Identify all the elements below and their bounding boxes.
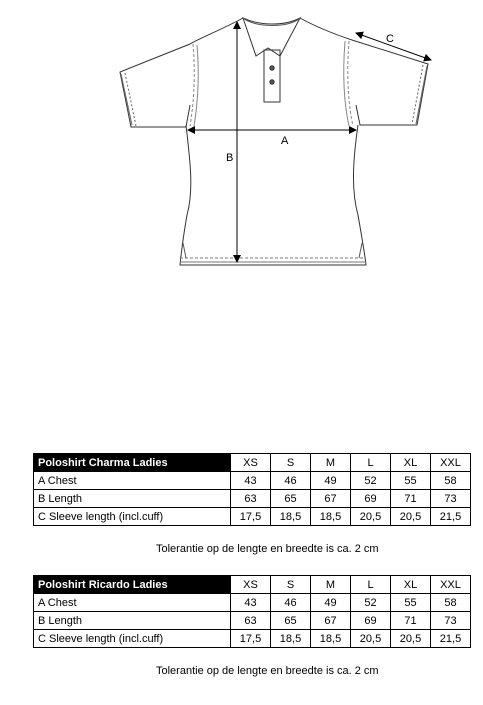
table-cell: 65 [271,612,311,630]
polo-shirt-diagram [0,0,483,300]
row-label: A Chest [34,472,231,490]
table-cell: 55 [391,594,431,612]
size-header: S [271,576,311,594]
table-cell: 52 [351,594,391,612]
table-cell: 18,5 [311,630,351,648]
table-row [34,612,471,630]
size-header: XL [391,454,431,472]
table-header-row [34,576,471,594]
table-cell: 49 [311,472,351,490]
table-cell: 17,5 [231,630,271,648]
size-header: S [271,454,311,472]
table-cell: 63 [231,612,271,630]
table-cell: 63 [231,490,271,508]
size-table-ricardo [33,575,471,648]
placket [264,50,280,102]
table-cell: 46 [271,594,311,612]
size-table-charma [33,453,471,526]
size-header: XXL [431,576,471,594]
size-header: L [351,576,391,594]
table-cell: 71 [391,490,431,508]
row-label: B Length [34,490,231,508]
table-cell: 20,5 [351,508,391,526]
size-header: XS [231,454,271,472]
table-title: Poloshirt Ricardo Ladies [34,576,231,594]
table-cell: 58 [431,472,471,490]
table-row [34,472,471,490]
right-sleeve-outline [300,18,428,125]
table-cell: 43 [231,472,271,490]
table-cell: 46 [271,472,311,490]
dimension-a-label: A [281,135,289,147]
table-cell: 18,5 [311,508,351,526]
table-cell: 69 [351,490,391,508]
size-header: M [311,576,351,594]
table-cell: 52 [351,472,391,490]
size-header: M [311,454,351,472]
row-label: C Sleeve length (incl.cuff) [34,630,231,648]
table-cell: 18,5 [271,630,311,648]
table-cell: 49 [311,594,351,612]
table-cell: 20,5 [351,630,391,648]
table-row [34,490,471,508]
size-header: XS [231,576,271,594]
table-title: Poloshirt Charma Ladies [34,454,231,472]
size-header: XXL [431,454,471,472]
tolerance-note: Tolerantie op de lengte en breedte is ca. 2 cm [156,665,379,677]
table-cell: 73 [431,612,471,630]
table-cell: 18,5 [271,508,311,526]
left-sleeve-outline [120,18,243,127]
table-cell: 69 [351,612,391,630]
dimension-c-label: C [386,33,394,45]
table-cell: 20,5 [391,630,431,648]
table-cell: 21,5 [431,508,471,526]
row-label: C Sleeve length (incl.cuff) [34,508,231,526]
table-row [34,508,471,526]
table-cell: 73 [431,490,471,508]
table-cell: 65 [271,490,311,508]
table-cell: 71 [391,612,431,630]
table-cell: 58 [431,594,471,612]
dimension-b-label: B [226,152,234,164]
table-cell: 67 [311,490,351,508]
size-header: XL [391,576,431,594]
table-cell: 20,5 [391,508,431,526]
table-cell: 55 [391,472,431,490]
table-cell: 21,5 [431,630,471,648]
table-cell: 67 [311,612,351,630]
row-label: A Chest [34,594,231,612]
table-row [34,594,471,612]
table-cell: 17,5 [231,508,271,526]
table-header-row [34,454,471,472]
table-row [34,630,471,648]
shirt-body-outline [180,125,366,265]
size-header: L [351,454,391,472]
tolerance-note: Tolerantie op de lengte en breedte is ca. 2 cm [156,543,379,555]
row-label: B Length [34,612,231,630]
table-cell: 43 [231,594,271,612]
